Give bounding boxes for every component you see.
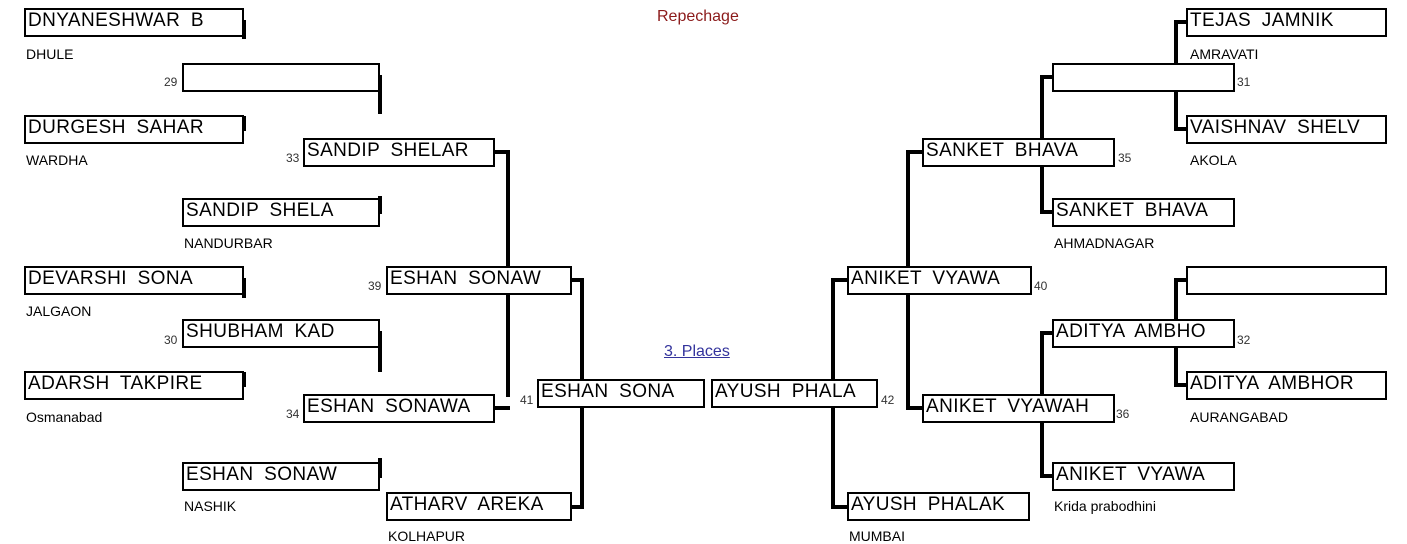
slot-box[interactable] [1052,63,1235,92]
third-places-link[interactable]: 3. Places [664,343,730,360]
slot-city: AKOLA [1190,152,1237,168]
match-number: 34 [286,407,300,421]
slot-box[interactable]: VAISHNAV SHELV [1186,115,1387,144]
slot-box[interactable]: DEVARSHI SONA [24,266,244,295]
slot-box[interactable]: ESHAN SONAW [386,266,572,295]
match-number: 32 [1237,333,1251,347]
slot-box[interactable]: ESHAN SONAWA [303,394,495,423]
slot-box[interactable]: ESHAN SONA [537,379,705,408]
slot-city: AHMADNAGAR [1054,235,1155,251]
slot-city: DHULE [26,46,74,62]
slot-city: NASHIK [184,498,237,514]
slot-city: Krida prabodhini [1054,498,1156,514]
slot-city: MUMBAI [849,528,905,544]
slot-box[interactable]: ANIKET VYAWA [847,266,1032,295]
slot-city: AURANGABAD [1190,409,1289,425]
match-number: 40 [1034,279,1048,293]
slot-box[interactable]: ANIKET VYAWAH [922,394,1115,423]
slot-box[interactable]: TEJAS JAMNIK [1186,8,1387,37]
match-number: 36 [1116,407,1130,421]
match-number: 29 [164,75,178,89]
slot-box[interactable] [1186,266,1387,295]
match-number: 42 [881,393,895,407]
match-number: 39 [368,279,382,293]
repechage-heading: Repechage [657,8,739,25]
slot-box[interactable]: AYUSH PHALA [711,379,878,408]
match-number: 31 [1237,75,1251,89]
slot-box[interactable]: ANIKET VYAWA [1052,462,1235,491]
slot-city: KOLHAPUR [388,528,466,544]
match-number: 41 [520,393,534,407]
slot-box[interactable]: ADITYA AMBHOR [1186,371,1387,400]
slot-box[interactable]: DURGESH SAHAR [24,115,244,144]
slot-box[interactable]: SANKET BHAVA [922,138,1115,167]
slot-box[interactable]: DNYANESHWAR B [24,8,244,37]
slot-box[interactable]: ADITYA AMBHO [1052,319,1235,348]
slot-city: Osmanabad [26,409,103,425]
slot-city: AMRAVATI [1190,46,1259,62]
slot-box[interactable]: SANDIP SHELA [182,198,380,227]
match-number: 33 [286,151,300,165]
slot-box[interactable]: SANDIP SHELAR [303,138,495,167]
slot-box[interactable]: ADARSH TAKPIRE [24,371,244,400]
match-number: 30 [164,333,178,347]
slot-box[interactable]: SHUBHAM KAD [182,319,380,348]
slot-box[interactable]: ESHAN SONAW [182,462,380,491]
slot-box[interactable]: SANKET BHAVA [1052,198,1235,227]
slot-city: NANDURBAR [184,235,273,251]
slot-box[interactable] [182,63,380,92]
slot-box[interactable]: AYUSH PHALAK [847,492,1030,521]
slot-city: WARDHA [26,152,88,168]
slot-box[interactable]: ATHARV AREKA [386,492,572,521]
slot-city: JALGAON [26,303,92,319]
match-number: 35 [1118,151,1132,165]
